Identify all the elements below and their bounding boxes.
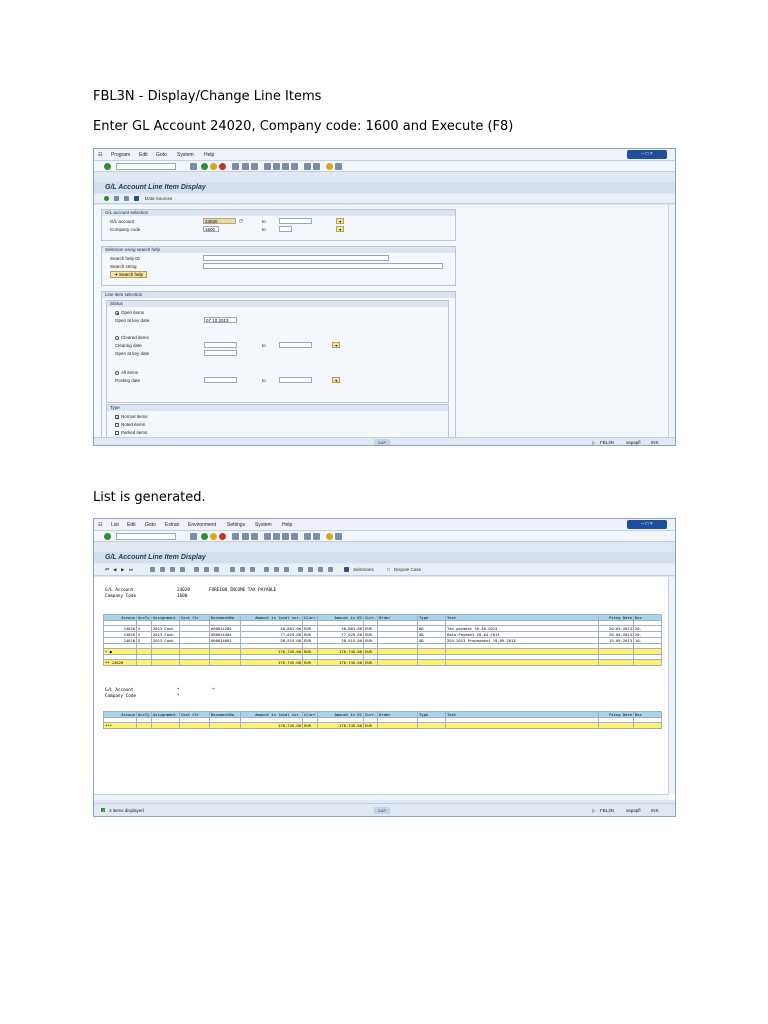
export-icon[interactable] — [298, 567, 303, 572]
menu-list[interactable]: List — [111, 522, 119, 528]
document-icon[interactable]: □ — [387, 567, 390, 572]
sap-logo: SAP — [374, 439, 390, 446]
first-page-icon[interactable] — [264, 533, 271, 540]
info-icon[interactable] — [344, 567, 349, 572]
back-icon[interactable] — [201, 533, 208, 540]
doc-date-cell: 20. — [634, 632, 662, 638]
acct-type-cell: S — [137, 626, 152, 632]
status-message: 3 items displayed — [109, 808, 144, 813]
next-icon[interactable]: ▶ — [121, 567, 125, 572]
all-items-label: All items — [121, 370, 139, 375]
application-toolbar — [94, 194, 675, 204]
status-arrow-icon[interactable]: ▷ — [592, 440, 596, 445]
open-at-key-date-label: Open at key date — [115, 318, 150, 323]
layout-save-icon[interactable] — [284, 567, 289, 572]
sap-menu-icon[interactable]: ☷ — [98, 152, 103, 158]
save-icon[interactable] — [190, 163, 197, 170]
doc-date-cell: 10. — [634, 638, 662, 644]
status-tcode: FBL3N — [600, 440, 615, 445]
cleared-open-key-date-label: Open at key date — [115, 351, 150, 356]
amount-dc-cell: 58,915.00 — [318, 638, 364, 644]
parked-items-label: Parked items — [121, 430, 148, 435]
local-file-icon[interactable] — [328, 567, 333, 572]
company-code-label: Company code — [110, 227, 141, 232]
menu-system[interactable]: System — [255, 522, 272, 528]
posting-to-label: to — [262, 378, 266, 383]
select-all-icon[interactable] — [170, 567, 175, 572]
account-total-row — [104, 660, 662, 666]
status-server: sapapfl — [626, 440, 641, 445]
column-header[interactable]: Assignment — [152, 615, 180, 621]
account-cell[interactable]: 24020 — [104, 632, 137, 638]
column-header[interactable]: Text — [446, 615, 599, 621]
clearing-date-to-input[interactable] — [279, 342, 312, 348]
currency-cell: EUR — [364, 638, 378, 644]
open-items-radio[interactable] — [115, 311, 119, 315]
application-toolbar — [94, 564, 675, 576]
menu-system[interactable]: System — [177, 152, 194, 158]
menu-goto[interactable]: Goto — [156, 152, 167, 158]
execute-icon[interactable] — [104, 196, 109, 201]
gl-match-icon[interactable]: ◷ — [239, 218, 243, 223]
last-page-icon[interactable] — [291, 533, 298, 540]
amount-dc-cell: 77,029.00 — [318, 632, 364, 638]
document-number-cell[interactable]: 600014601 — [210, 638, 241, 644]
menu-bar — [94, 149, 675, 161]
cc-to-label: to — [262, 227, 266, 232]
previous-page-icon[interactable] — [273, 533, 280, 540]
doc-type-cell: AB — [418, 632, 446, 638]
account-total-amount: 176,745.00 — [241, 660, 303, 666]
text-cell: Rata Payment 20.04.2013 — [446, 632, 599, 638]
sap-menu-icon[interactable]: ☷ — [98, 522, 103, 528]
assignment-cell: 2013 Cash — [152, 632, 180, 638]
posting-date-to-input[interactable] — [279, 377, 312, 383]
menu-help[interactable]: Help — [282, 522, 293, 528]
gl-account-description-2: * — [212, 688, 215, 693]
vertical-scrollbar[interactable] — [668, 577, 675, 794]
selection-content — [94, 205, 675, 437]
spreadsheet-icon[interactable] — [308, 567, 313, 572]
horizontal-scrollbar[interactable] — [94, 794, 669, 800]
type-group — [106, 404, 449, 438]
next-page-icon[interactable] — [282, 163, 289, 170]
shortcut-icon[interactable] — [313, 533, 320, 540]
selections-button[interactable]: Selections — [353, 567, 374, 572]
company-code-value: 1600 — [177, 594, 188, 599]
subtotal-amount: 176,745.00 — [241, 649, 303, 655]
first-page-icon[interactable] — [264, 163, 271, 170]
gl-account-from-input[interactable]: 24020 — [203, 218, 236, 224]
type-header: Type — [107, 405, 448, 411]
gl-account-label: G/L Account — [105, 588, 134, 593]
grand-total-label: *** — [104, 723, 137, 729]
gl-account-to-input[interactable] — [279, 218, 312, 224]
shortcut-icon[interactable] — [313, 163, 320, 170]
subtotal-icon[interactable] — [250, 567, 255, 572]
standard-toolbar — [94, 531, 675, 542]
parked-items-checkbox[interactable] — [115, 431, 119, 435]
cleared-items-radio[interactable] — [115, 336, 119, 340]
gl-account-value: 24020 — [177, 588, 190, 593]
grand-total-amount-dc: 176,745.00 — [318, 723, 364, 729]
doc-type-cell: AD — [418, 638, 446, 644]
enter-icon[interactable] — [104, 163, 111, 170]
column-header[interactable]: AccTy — [137, 615, 152, 621]
cancel-icon[interactable] — [219, 533, 226, 540]
screen-title: G/L Account Line Item Display — [105, 184, 206, 191]
menu-help[interactable]: Help — [204, 152, 215, 158]
clearing-date-from-input[interactable] — [204, 342, 237, 348]
search-string-label: Search string — [110, 264, 137, 269]
menu-settings[interactable]: Settings — [227, 522, 246, 528]
column-header[interactable]: Doc — [634, 615, 662, 621]
assignment-cell: 2013 Cash — [152, 626, 180, 632]
window-controls[interactable]: – □ × — [627, 520, 667, 529]
menu-extras[interactable]: Extras — [165, 522, 180, 528]
noted-items-label: Noted items — [121, 422, 146, 427]
search-help-button-label: Search help — [119, 272, 144, 277]
back-icon[interactable] — [201, 163, 208, 170]
title-bar — [94, 552, 675, 563]
status-bar — [94, 803, 675, 817]
column-header[interactable]: Assignment — [152, 712, 180, 718]
company-code-label-2: Company Code — [105, 694, 137, 699]
column-header[interactable]: AccTy — [137, 712, 152, 718]
search-help-id-input[interactable] — [203, 255, 389, 261]
menu-program[interactable]: Program — [111, 152, 131, 158]
local-currency-cell: EUR — [303, 638, 318, 644]
deselect-icon[interactable] — [180, 567, 185, 572]
gl-to-label: to — [262, 219, 266, 224]
menu-bar — [94, 519, 675, 531]
info-icon[interactable] — [134, 196, 139, 201]
posting-date-cell: 20.04.2013 — [599, 632, 634, 638]
noted-items-checkbox[interactable] — [115, 423, 119, 427]
help-icon[interactable] — [326, 163, 333, 170]
clearing-date-label: Clearing date — [115, 343, 142, 348]
status-bar — [94, 437, 675, 446]
column-header[interactable]: Order — [378, 615, 418, 621]
search-help-button[interactable]: ➜ Search help — [110, 271, 147, 278]
dispute-case-button[interactable]: Dispute Case — [394, 567, 422, 572]
gl-account-value-2: * — [177, 688, 180, 693]
document-number-cell[interactable]: 600014205 — [210, 626, 241, 632]
sort-descending-icon[interactable] — [214, 567, 219, 572]
column-header[interactable]: DocumentNo — [210, 615, 241, 621]
word-processing-icon[interactable] — [318, 567, 323, 572]
menu-goto[interactable]: Goto — [145, 522, 156, 528]
variant-icon[interactable] — [114, 196, 119, 201]
gl-account-selection-group — [101, 209, 456, 241]
status-group — [106, 300, 449, 403]
command-field[interactable] — [116, 533, 176, 540]
posting-multiple-selection-button[interactable]: ➜ — [332, 377, 340, 383]
find-icon[interactable] — [242, 163, 249, 170]
company-code-to-input[interactable] — [279, 226, 292, 232]
status-server: sapapfl — [626, 808, 641, 813]
column-header[interactable]: DocumentNo — [210, 712, 241, 718]
help-icon[interactable] — [326, 533, 333, 540]
layout-change-icon[interactable] — [274, 567, 279, 572]
search-help-group — [101, 246, 456, 286]
layout-select-icon[interactable] — [264, 567, 269, 572]
assignment-cell: 2013 Cash — [152, 638, 180, 644]
column-header[interactable]: Pstng Date — [599, 615, 634, 621]
account-total-currency-dc: EUR — [364, 660, 378, 666]
account-total-currency: EUR — [303, 660, 318, 666]
first-icon[interactable]: ⏮ — [105, 567, 110, 572]
text-cell: 2Q4 2013 Prepayment 19.09.2013 — [446, 638, 599, 644]
last-page-icon[interactable] — [291, 163, 298, 170]
exit-icon[interactable] — [210, 163, 217, 170]
amount-local-cell: 77,029.00 — [241, 632, 303, 638]
account-cell[interactable]: 24020 — [104, 626, 137, 632]
column-header[interactable]: Cost Ctr — [180, 712, 210, 718]
status-mode: INS — [651, 808, 659, 813]
grand-total-amount: 176,745.00 — [241, 723, 303, 729]
sap-report-screen — [93, 518, 676, 817]
report-content — [94, 577, 675, 800]
currency-cell: EUR — [364, 626, 378, 632]
local-currency-cell: EUR — [303, 626, 318, 632]
posting-date-cell: 19.09.2013 — [599, 638, 634, 644]
subtotal-currency: EUR — [303, 649, 318, 655]
subtotal-currency-dc: EUR — [364, 649, 378, 655]
search-help-header: Selection using search help — [102, 247, 455, 253]
cleared-items-label: Cleared items — [121, 335, 149, 340]
gl-account-label-2: G/L Account — [105, 688, 134, 693]
account-total-amount-dc: 176,745.00 — [318, 660, 364, 666]
column-header[interactable]: Amount in DC — [318, 712, 364, 718]
column-header[interactable]: Order — [378, 712, 418, 718]
data-sources-button[interactable]: Data Sources — [145, 196, 173, 201]
column-header[interactable]: Accoun — [104, 712, 137, 718]
status-arrow-icon[interactable]: ▷ — [592, 808, 596, 813]
company-code-value-2: * — [177, 694, 180, 699]
line-item-selection-group — [101, 291, 456, 439]
save-icon[interactable] — [190, 533, 197, 540]
doc-type-cell: AD — [418, 626, 446, 632]
gl-account-description: FOREIGN INCOME TAX PAYABLE — [209, 588, 277, 593]
enter-icon[interactable] — [104, 533, 111, 540]
gl-multiple-selection-button[interactable]: ➜ — [336, 218, 344, 224]
currency-cell: EUR — [364, 632, 378, 638]
gl-selection-header: G/L account selection — [102, 210, 455, 216]
filter-icon[interactable] — [230, 567, 235, 572]
column-header[interactable]: Amount in DC — [318, 615, 364, 621]
page-heading-fbl3n: FBL3N - Display/Change Line Items — [93, 89, 322, 104]
column-header[interactable]: Curr. — [365, 615, 377, 620]
get-variant-icon[interactable] — [124, 196, 129, 201]
cc-multiple-selection-button[interactable]: ➜ — [336, 226, 344, 232]
column-header[interactable]: Type — [418, 712, 446, 718]
instruction-text: Enter GL Account 24020, Company code: 1600 and Execute (F8) — [93, 119, 514, 134]
account-cell[interactable]: 24020 — [104, 638, 137, 644]
subtotal-label: • ● — [104, 649, 137, 655]
result-text: List is generated. — [93, 490, 206, 505]
new-session-icon[interactable] — [304, 163, 311, 170]
sort-ascending-icon[interactable] — [204, 567, 209, 572]
status-tcode: FBL3N — [600, 808, 615, 813]
normal-items-checkbox[interactable]: ✓ — [116, 415, 120, 420]
posting-date-from-input[interactable] — [204, 377, 237, 383]
find-icon[interactable] — [242, 533, 249, 540]
find-next-icon[interactable] — [251, 163, 258, 170]
detail-icon[interactable] — [194, 567, 199, 572]
line-item-selection-header: Line item selection — [102, 292, 455, 298]
column-header[interactable]: Text — [446, 712, 599, 718]
menu-environment[interactable]: Environment — [188, 522, 217, 528]
document-number-cell[interactable]: 600014404 — [210, 632, 241, 638]
acct-type-cell: S — [137, 632, 152, 638]
normal-items-label: Normal items — [121, 414, 148, 419]
column-header[interactable]: Pstng Date — [599, 712, 634, 718]
open-items-label: Open items — [121, 310, 145, 315]
sap-logo: SAP — [374, 807, 390, 814]
vertical-scrollbar[interactable] — [668, 205, 675, 437]
company-code-from-input[interactable]: 1600 — [203, 226, 219, 232]
exit-icon[interactable] — [210, 533, 217, 540]
find-next-icon[interactable] — [251, 533, 258, 540]
grand-total-row — [104, 723, 662, 729]
sap-selection-screen — [93, 148, 676, 446]
next-page-icon[interactable] — [282, 533, 289, 540]
menu-edit[interactable]: Edit — [139, 152, 148, 158]
grand-total-currency-dc: EUR — [364, 723, 378, 729]
column-header[interactable]: Cost Ctr — [180, 615, 210, 621]
clearing-to-label: to — [262, 343, 266, 348]
edit-icon[interactable] — [160, 567, 165, 572]
cancel-icon[interactable] — [219, 163, 226, 170]
new-session-icon[interactable] — [304, 533, 311, 540]
doc-date-cell: 20. — [634, 626, 662, 632]
last-icon[interactable]: ⏭ — [129, 567, 134, 572]
column-header[interactable]: LCurr — [303, 712, 318, 718]
amount-local-cell: 58,915.00 — [241, 638, 303, 644]
clearing-multiple-selection-button[interactable]: ➜ — [332, 342, 340, 348]
posting-date-label: Posting date — [115, 378, 141, 383]
subtotal-amount-dc: 176,745.00 — [318, 649, 364, 655]
open-key-date-input[interactable]: 07.10.2013 — [204, 317, 237, 323]
account-total-label: ** 24020 — [104, 660, 137, 666]
print-icon[interactable] — [232, 163, 239, 170]
gl-account-label: G/L account — [110, 219, 135, 224]
cleared-key-date-input[interactable] — [204, 350, 237, 356]
command-field[interactable] — [116, 163, 176, 170]
print-icon[interactable] — [232, 533, 239, 540]
search-string-input[interactable] — [203, 263, 443, 269]
status-mode: INS — [651, 440, 659, 445]
column-header[interactable]: Type — [418, 615, 446, 621]
company-code-label: Company Code — [105, 594, 137, 599]
column-header[interactable]: LCurr — [303, 615, 318, 621]
posting-date-cell: 20.03.2013 — [599, 626, 634, 632]
column-header[interactable]: Curr. — [365, 712, 377, 717]
amount-dc-cell: 40,801.00 — [318, 626, 364, 632]
previous-icon[interactable]: ◀ — [113, 567, 117, 572]
success-icon: ✓ — [102, 808, 106, 813]
display-change-icon[interactable] — [150, 567, 155, 572]
layout-icon[interactable] — [335, 163, 342, 170]
layout-icon[interactable] — [335, 533, 342, 540]
title-bar — [94, 182, 675, 193]
previous-page-icon[interactable] — [273, 163, 280, 170]
total-icon[interactable] — [240, 567, 245, 572]
column-header[interactable]: Amount in local cur. — [241, 615, 303, 621]
standard-toolbar — [94, 161, 675, 172]
local-currency-cell: EUR — [303, 632, 318, 638]
acct-type-cell: S — [137, 638, 152, 644]
text-cell: Tax payment 20.30.2013 — [446, 626, 599, 632]
grand-total-table — [103, 711, 662, 729]
search-help-id-label: Search help ID — [110, 256, 140, 261]
column-header[interactable]: Accoun — [104, 615, 137, 621]
grand-total-currency: EUR — [303, 723, 318, 729]
status-header: Status — [107, 301, 448, 307]
column-header[interactable]: Doc — [634, 712, 662, 718]
window-controls[interactable]: – □ × — [627, 150, 667, 159]
menu-edit[interactable]: Edit — [127, 522, 136, 528]
column-header[interactable]: Amount in local cur. — [241, 712, 303, 718]
all-items-radio[interactable] — [115, 371, 119, 375]
screen-title: G/L Account Line Item Display — [105, 554, 206, 561]
amount-local-cell: 40,801.00 — [241, 626, 303, 632]
line-items-table — [103, 614, 662, 666]
